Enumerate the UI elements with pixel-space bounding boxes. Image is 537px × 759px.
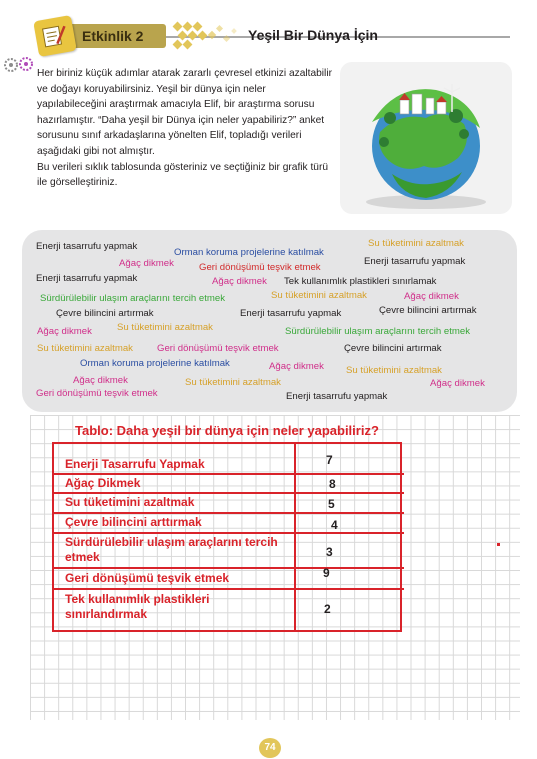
cloud-item: Ağaç dikmek [430, 378, 485, 389]
cloud-item: Su tüketimini azaltmak [117, 322, 213, 333]
cloud-item: Orman koruma projelerine katılmak [174, 247, 324, 258]
stray-mark [497, 543, 500, 546]
table-row-divider [52, 492, 404, 494]
gears-icon [2, 54, 36, 76]
cloud-item: Geri dönüşümü teşvik etmek [36, 388, 158, 399]
cloud-item: Ağaç dikmek [212, 276, 267, 287]
table-row-value: 3 [326, 545, 333, 559]
table-row-value: 4 [331, 518, 338, 532]
cloud-item: Çevre bilincini artırmak [379, 305, 477, 316]
page-number: 74 [259, 738, 281, 758]
activity-title: Yeşil Bir Dünya İçin [248, 27, 378, 43]
cloud-item: Su tüketimini azaltmak [185, 377, 281, 388]
table-row-value: 5 [328, 497, 335, 511]
cloud-item: Sürdürülebilir ulaşım araçlarını tercih etmek [40, 293, 226, 304]
cloud-item: Enerji tasarrufu yapmak [240, 308, 342, 319]
cloud-item: Enerji tasarrufu yapmak [286, 391, 388, 402]
table-row-divider [52, 532, 404, 534]
cloud-item: Sürdürülebilir ulaşım araçlarını tercih etmek [285, 326, 471, 337]
cloud-item: Su tüketimini azaltmak [346, 365, 442, 376]
table-row-label: Çevre bilincini arttırmak [65, 515, 202, 529]
table-row-divider [52, 588, 404, 590]
table-row-value: 9 [323, 566, 330, 580]
intro-paragraph: Bu verileri sıklık tablosunda gösteriniz ve seçtiğiniz bir grafik türü ile görselleştiriniz. [37, 161, 329, 189]
table-row-label: Enerji Tasarrufu Yapmak [65, 457, 205, 471]
cloud-item: Enerji tasarrufu yapmak [364, 256, 466, 267]
cloud-item: Geri dönüşümü teşvik etmek [199, 262, 321, 273]
cloud-item: Çevre bilincini artırmak [56, 308, 154, 319]
intro-text [37, 66, 335, 191]
cloud-item: Tek kullanımlık plastikleri sınırlamak [284, 276, 437, 287]
table-row-divider [52, 473, 404, 475]
cloud-item: Ağaç dikmek [73, 375, 128, 386]
cloud-item: Su tüketimini azaltmak [37, 343, 133, 354]
table-row-label: Sürdürülebilir ulaşım araçlarını tercih etmek [65, 535, 278, 564]
table-row-label: Tek kullanımlık plastikleri sınırlandırmak [65, 592, 210, 621]
table-row-value: 7 [326, 453, 333, 467]
cloud-item: Geri dönüşümü teşvik etmek [157, 343, 279, 354]
activity-label: Etkinlik 2 [82, 28, 144, 44]
table-row-value: 8 [329, 477, 336, 491]
decorative-diamonds-icon [170, 20, 250, 50]
cloud-item: Su tüketimini azaltmak [271, 290, 367, 301]
cloud-item: Enerji tasarrufu yapmak [36, 241, 138, 252]
cloud-item: Ağaç dikmek [119, 258, 174, 269]
activity-badge-icon [33, 15, 77, 57]
cloud-item: Orman koruma projelerine katılmak [80, 358, 230, 369]
table-title: Tablo: Daha yeşil bir dünya için neler yapabiliriz? [75, 423, 379, 438]
table-row-label: Su tüketimini azaltmak [65, 495, 195, 509]
cloud-item: Ağaç dikmek [404, 291, 459, 302]
activity-tab [46, 24, 166, 48]
cloud-item: Ağaç dikmek [269, 361, 324, 372]
table-row-value: 2 [324, 602, 331, 616]
table-row-divider [52, 567, 404, 569]
green-earth-illustration [340, 62, 512, 214]
table-row-label: Ağaç Dikmek [65, 476, 141, 490]
table-row-divider [52, 512, 404, 514]
intro-paragraph: Her biriniz küçük adımlar atarak zararlı çevresel etkinizi azaltabilir ve doğayı koruyabilirsiniz. Yeşil bir dünya için neler yapılabileceğini araştırmak amacıyla Elif, bir araştırma sorusu hazırlamıştır. “Daha yeşil bir Dünya için neler yapabiliriz?” anket sorusunu sınıf arkadaşlarına yönelten Elif, topladığı verileri aşağıdaki gibi not almıştır. [37, 68, 332, 157]
cloud-item: Su tüketimini azaltmak [368, 238, 464, 249]
cloud-item: Enerji tasarrufu yapmak [36, 273, 138, 284]
table-row-label: Geri dönüşümü teşvik etmek [65, 571, 230, 585]
cloud-item: Ağaç dikmek [37, 326, 92, 337]
cloud-item: Çevre bilincini artırmak [344, 343, 442, 354]
